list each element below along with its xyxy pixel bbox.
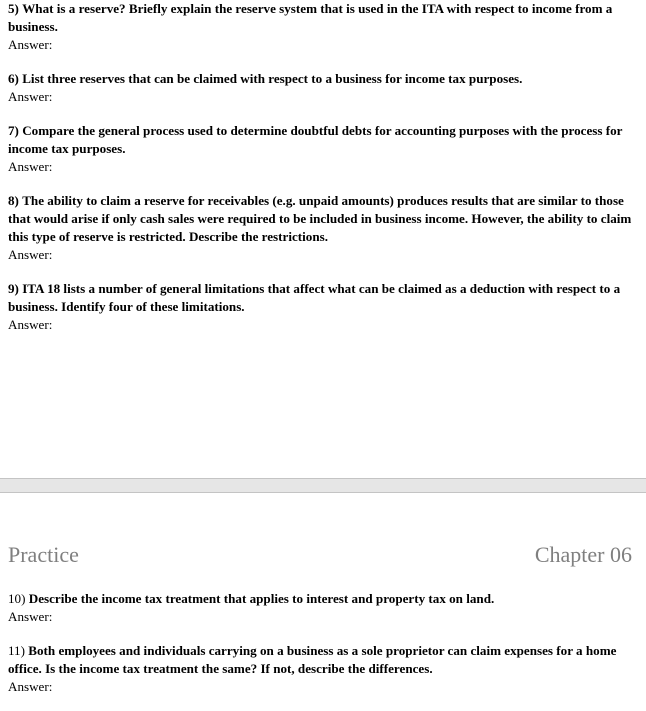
header-practice: Practice: [8, 542, 79, 567]
question-text: The ability to claim a reserve for receivables (e.g. unpaid amounts) produces results that are similar to those that would arise if only cash sales were required to be included in business income. However, the ability to claim this type of reserve is restricted. Describe the restrictions.: [8, 193, 632, 244]
question-number: 7): [8, 123, 19, 138]
question-text: ITA 18 lists a number of general limitations that affect what can be claimed as a deduction with respect to a business. Identify four of these limitations.: [8, 281, 621, 314]
question-text: What is a reserve? Briefly explain the reserve system that is used in the ITA with respect to income from a business.: [8, 1, 613, 34]
question-9: [8, 280, 638, 334]
answer-label: Answer:: [8, 679, 53, 694]
document-page-2: [0, 493, 646, 711]
question-number: 6): [8, 71, 19, 86]
question-text: Both employees and individuals carrying on a business as a sole proprietor can claim expenses for a home office. Is the income tax treatment the same? If not, describe the differences.: [8, 643, 617, 676]
question-6: [8, 70, 638, 106]
answer-label: Answer:: [8, 37, 53, 52]
answer-label: Answer:: [8, 317, 53, 332]
question-11: [8, 642, 638, 696]
question-text: List three reserves that can be claimed with respect to a business for income tax purposes.: [22, 71, 523, 86]
page-separator: [0, 478, 646, 493]
question-number: 11): [8, 643, 25, 658]
answer-label: Answer:: [8, 159, 53, 174]
question-text: Describe the income tax treatment that applies to interest and property tax on land.: [28, 591, 495, 606]
question-text: Compare the general process used to determine doubtful debts for accounting purposes with the process for income tax purposes.: [8, 123, 623, 156]
question-10: [8, 590, 638, 626]
question-number: 10): [8, 591, 26, 606]
question-7: [8, 122, 638, 176]
question-number: 5): [8, 1, 19, 16]
answer-label: Answer:: [8, 247, 53, 262]
question-number: 8): [8, 193, 19, 208]
answer-label: Answer:: [8, 89, 53, 104]
answer-label: Answer:: [8, 609, 53, 624]
header-chapter: Chapter 06: [534, 542, 632, 567]
question-number: 9): [8, 281, 19, 296]
question-8: [8, 192, 638, 264]
question-5: [8, 0, 638, 54]
